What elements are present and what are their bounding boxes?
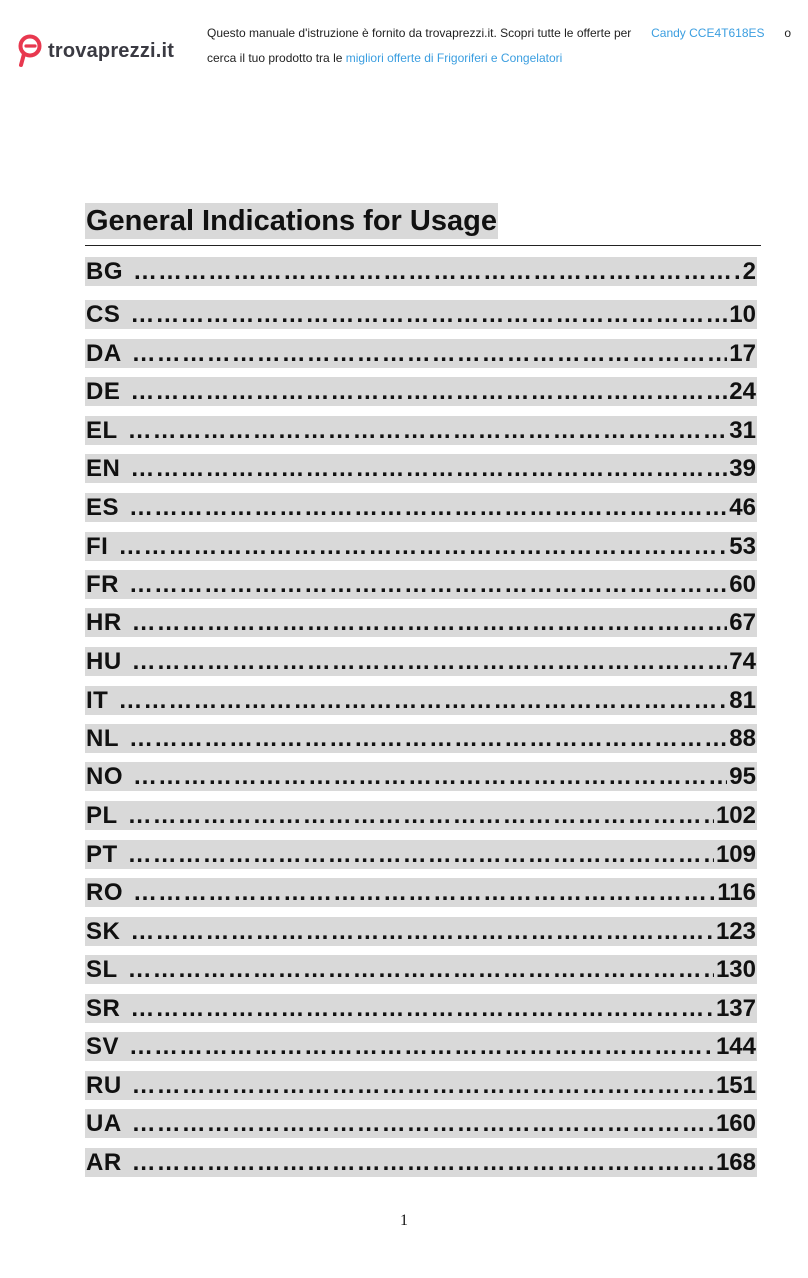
page-header [0,0,808,80]
toc-entry-el[interactable] [85,416,757,445]
toc-dot-leader [130,918,714,946]
toc-entry-code: SV [86,1032,120,1060]
toc-entry-da[interactable] [85,339,757,368]
toc-entry-code: AR [86,1148,122,1176]
toc-entry-code: HR [86,608,122,636]
download-notice [207,21,791,71]
category-offers-link[interactable]: migliori offerte di Frigoriferi e Congelatori [345,51,563,65]
toc-entry-page: 46 [729,493,756,521]
toc-entry-code: FR [86,570,119,598]
toc-dot-leader [132,1149,714,1177]
toc-entry-code: UA [86,1109,122,1137]
toc-entry-code: BG [86,257,123,285]
toc-entry-page: 123 [715,917,756,945]
toc-entry-sl[interactable] [85,955,757,984]
toc-entry-code: PL [86,801,118,829]
toc-entry-bg[interactable] [85,257,757,286]
toc-entry-ar[interactable] [85,1148,757,1177]
toc-dot-leader [118,533,727,561]
toc-dot-leader [129,725,727,753]
toc-entry-code: SR [86,994,121,1022]
toc-entry-pt[interactable] [85,840,757,869]
toc-entry-de[interactable] [85,377,757,406]
toc-entry-code: HU [86,647,122,675]
toc-title: General Indications for Usage [86,205,497,237]
toc-dot-leader [129,1033,714,1061]
toc-dot-leader [128,841,714,869]
toc-entry-page: 17 [729,339,756,367]
toc-entry-code: DE [86,377,121,405]
toc-entry-no[interactable] [85,762,757,791]
toc-dot-leader [128,802,714,830]
toc-entry-es[interactable] [85,493,757,522]
toc-dot-leader [128,956,714,984]
toc-entry-fi[interactable] [85,532,757,561]
toc-entry-sk[interactable] [85,917,757,946]
toc-dot-leader [132,1072,714,1100]
toc-entry-code: RO [86,878,123,906]
toc-entry-page: 74 [729,647,756,675]
toc-entry-ro[interactable] [85,878,757,907]
toc-entry-it[interactable] [85,686,757,715]
toc-entry-code: RU [86,1071,122,1099]
toc-entry-code: SL [86,955,118,983]
toc-entry-page: 160 [715,1109,756,1137]
toc-entry-page: 2 [742,257,756,285]
toc-entry-page: 81 [729,686,756,714]
toc-entry-code: NO [86,762,123,790]
toc-entry-nl[interactable] [85,724,757,753]
toc-entry-page: 60 [729,570,756,598]
toc-entry-page: 109 [715,840,756,868]
toc-dot-leader [132,648,728,676]
toc-entry-page: 95 [729,762,756,790]
toc-entry-page: 31 [729,416,756,444]
toc-dot-leader [129,571,727,599]
toc-entry-page: 137 [715,994,756,1022]
toc-dot-leader [132,1110,714,1138]
notice-text-search: cerca il tuo prodotto tra le [207,51,343,65]
toc-entry-ua[interactable] [85,1109,757,1138]
toc-dot-leader [130,455,727,483]
toc-entry-code: SK [86,917,121,945]
toc-entry-code: DA [86,339,122,367]
toc-entry-sr[interactable] [85,994,757,1023]
toc-dot-leader [132,609,728,637]
toc-entry-fr[interactable] [85,570,757,599]
toc-entry-code: EN [86,454,121,482]
toc-entry-page: 116 [717,878,756,906]
toc-entry-page: 39 [729,454,756,482]
toc-entry-cs[interactable] [85,300,757,329]
toc-entry-page: 102 [715,801,756,829]
toc-entry-page: 168 [715,1148,756,1176]
toc-dot-leader [130,995,714,1023]
toc-entry-sv[interactable] [85,1032,757,1061]
toc-entry-code: ES [86,493,120,521]
notice-text-or: o [784,26,791,40]
toc-entry-page: 88 [729,724,756,752]
toc-dot-leader [132,340,728,368]
toc-dot-leader [130,301,727,329]
price-tag-pin-icon [18,34,44,68]
toc-entry-page: 53 [729,532,756,560]
toc-entry-page: 67 [729,608,756,636]
toc-entry-hr[interactable] [85,608,757,637]
toc-entry-code: NL [86,724,119,752]
toc-entry-code: PT [86,840,118,868]
toc-dot-leader [133,763,727,791]
toc-dot-leader [133,258,741,286]
toc-dot-leader [130,378,727,406]
toc-entry-page: 144 [715,1032,756,1060]
notice-text: Questo manuale d'istruzione è fornito da trovaprezzi.it. Scopri tutte le offerte per [207,26,632,40]
toc-dot-leader [118,687,727,715]
toc-entry-page: 151 [715,1071,756,1099]
page-number: 1 [400,1212,408,1229]
toc-entry-page: 24 [729,377,756,405]
toc-dot-leader [128,417,728,445]
toc-dot-leader [133,879,715,907]
toc-entry-hu[interactable] [85,647,757,676]
toc-entry-page: 130 [715,955,756,983]
title-divider [85,245,761,246]
toc-entry-code: FI [86,532,109,560]
toc-entry-ru[interactable] [85,1071,757,1100]
toc-entry-code: IT [86,686,109,714]
toc-entry-code: CS [86,300,121,328]
logo-text: trovaprezzi.it [48,39,175,62]
toc-entry-page: 10 [729,300,756,328]
toc-dot-leader [129,494,727,522]
product-offers-link[interactable]: Candy CCE4T618ES [651,26,765,40]
toc-entry-code: EL [86,416,118,444]
toc-entry-pl[interactable] [85,801,757,830]
toc-entry-en[interactable] [85,454,757,483]
trovaprezzi-logo[interactable] [18,34,174,68]
